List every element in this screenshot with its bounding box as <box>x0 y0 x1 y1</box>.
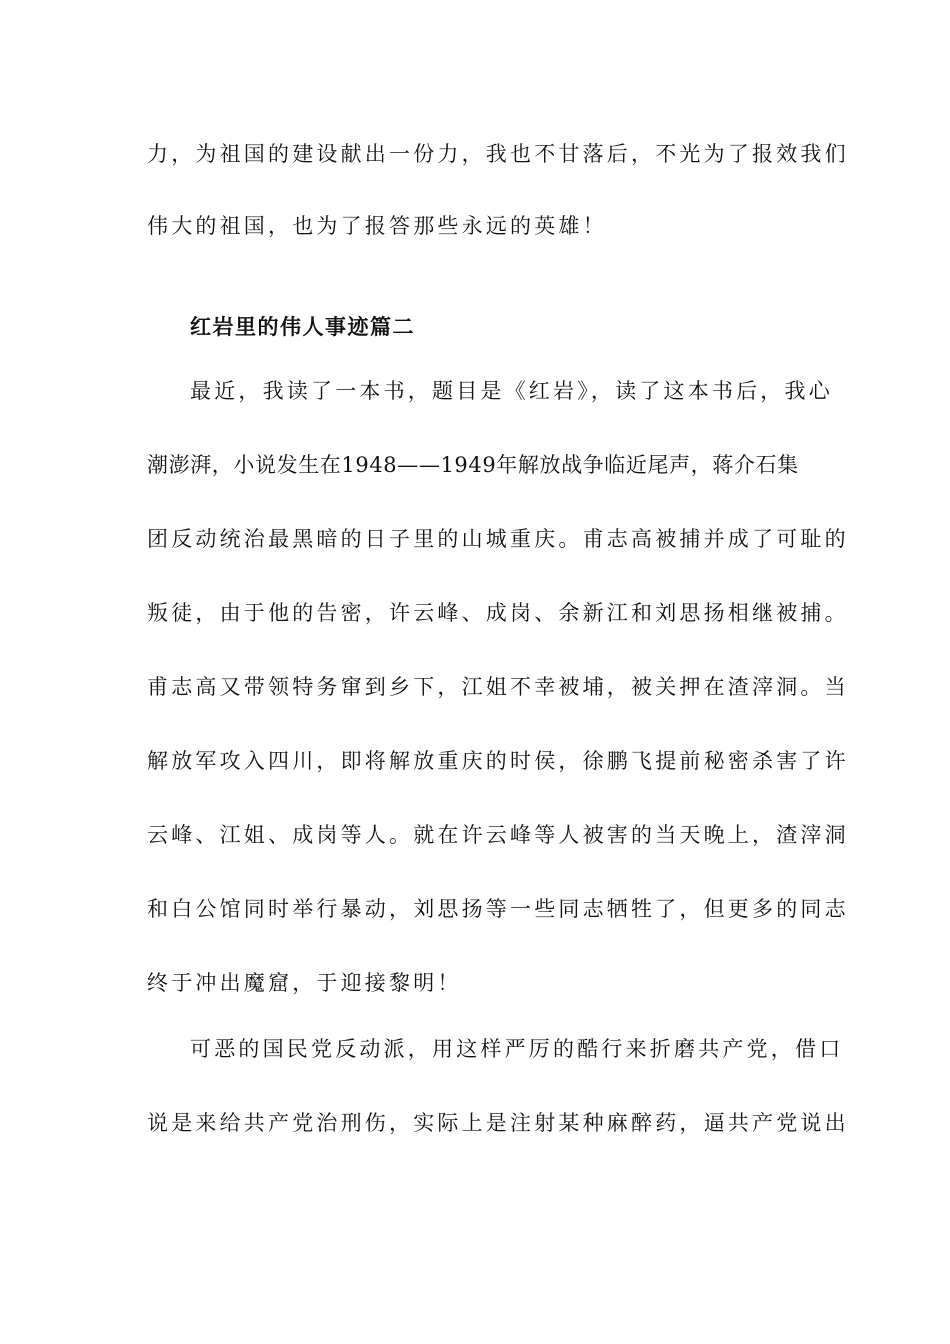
paragraph-line: 说是来给共产党治刑伤，实际上是注射某种麻醉药，逼共产党说出 <box>147 1111 849 1135</box>
paragraph-line: 可恶的国民党反动派，用这样严厉的酷行来折磨共产党，借口 <box>190 1037 844 1061</box>
section-heading: 红岩里的伟人事迹篇二 <box>190 314 415 339</box>
paragraph-line: 甫志高又带领特务窜到乡下，江姐不幸被埔，被关押在渣滓洞。当 <box>147 675 849 699</box>
paragraph-line: 解放军攻入四川，即将解放重庆的时侯，徐鹏飞提前秘密杀害了许 <box>147 749 849 773</box>
paragraph-line: 和白公馆同时举行暴动，刘思扬等一些同志牺牲了，但更多的同志 <box>147 897 849 921</box>
paragraph-line: 云峰、江姐、成岗等人。就在许云峰等人被害的当天晚上，渣滓洞 <box>147 823 849 847</box>
paragraph-line: 力，为祖国的建设献出一份力，我也不甘落后，不光为了报效我们 <box>147 142 849 166</box>
paragraph-line: 最近，我读了一本书，题目是《红岩》，读了这本书后，我心 <box>190 379 833 403</box>
paragraph-line: 团反动统治最黑暗的日子里的山城重庆。甫志高被捕并成了可耻的 <box>147 527 849 551</box>
paragraph-line: 伟大的祖国，也为了报答那些永远的英雄！ <box>147 214 607 238</box>
paragraph-line: 潮澎湃，小说发生在1948——1949年解放战争临近尾声，蒋介石集 <box>147 453 799 477</box>
paragraph-line: 叛徒，由于他的告密，许云峰、成岗、余新江和刘思扬相继被捕。 <box>147 601 849 625</box>
paragraph-line: 终于冲出魔窟，于迎接黎明！ <box>147 971 462 995</box>
